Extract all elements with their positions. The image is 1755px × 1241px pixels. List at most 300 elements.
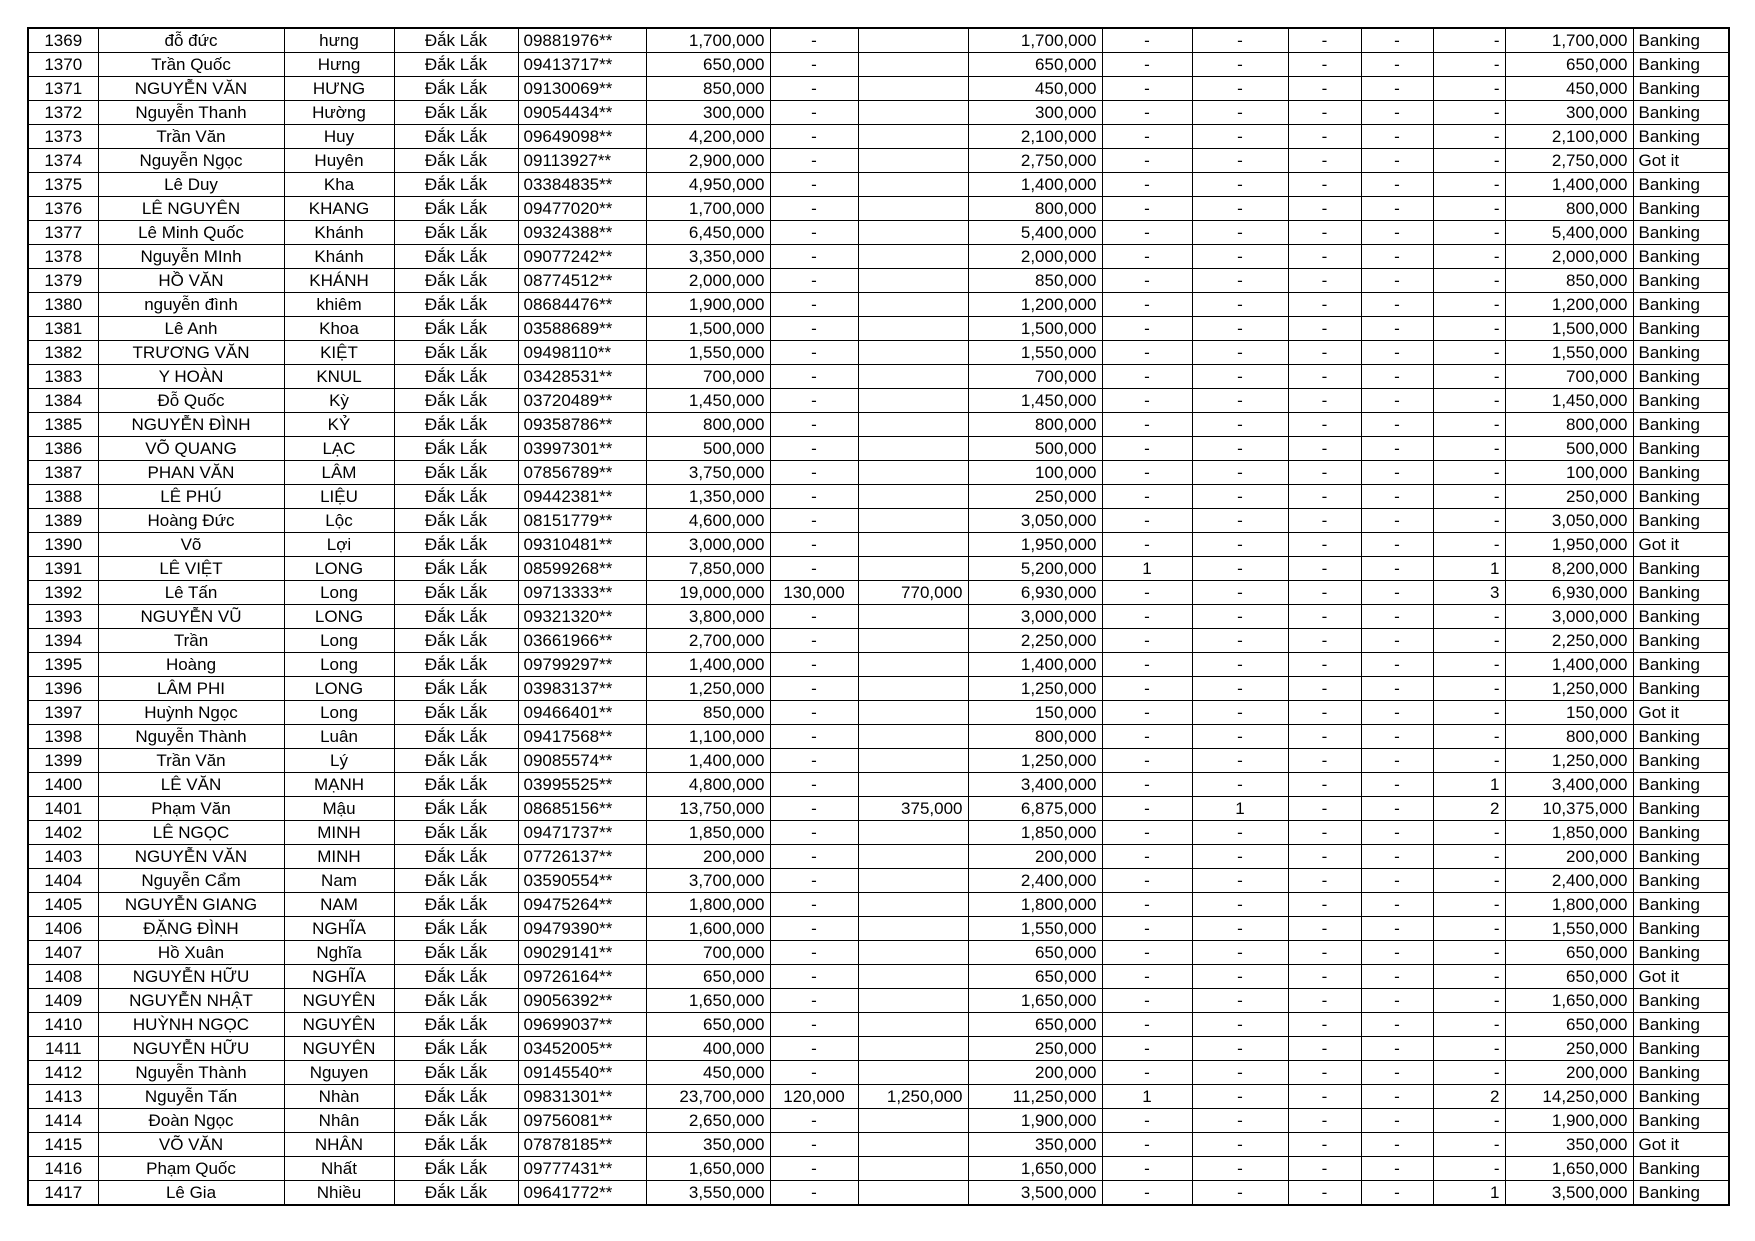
cell-first-name: NGUYÊN [284, 989, 394, 1013]
cell-phone: 08684476** [518, 293, 646, 317]
cell-col-b: - [1192, 413, 1288, 437]
cell-col-a: - [1102, 197, 1192, 221]
cell-row-number: 1383 [28, 365, 98, 389]
cell-col-d: - [1361, 197, 1433, 221]
cell-amount: 1,650,000 [646, 1157, 770, 1181]
cell-phone: 08774512** [518, 269, 646, 293]
table-row [28, 1085, 1729, 1109]
cell-col-b: - [1192, 269, 1288, 293]
cell-phone: 03661966** [518, 629, 646, 653]
cell-last-name: Phạm Văn [98, 797, 284, 821]
cell-col-a: - [1102, 533, 1192, 557]
cell-col-c: - [1288, 701, 1361, 725]
cell-row-number: 1386 [28, 437, 98, 461]
cell-last-name: LÊ VĂN [98, 773, 284, 797]
cell-last-name: Nguyễn Thanh [98, 101, 284, 125]
cell-col-b: - [1192, 653, 1288, 677]
cell-count: - [1433, 173, 1505, 197]
cell-col-a: - [1102, 173, 1192, 197]
cell-province: Đắk Lắk [394, 197, 518, 221]
cell-amount: 1,100,000 [646, 725, 770, 749]
cell-province: Đắk Lắk [394, 509, 518, 533]
cell-amount: 1,350,000 [646, 485, 770, 509]
cell-deduction [858, 965, 968, 989]
cell-col-d: - [1361, 965, 1433, 989]
cell-total: 700,000 [1505, 365, 1633, 389]
cell-first-name: Long [284, 701, 394, 725]
cell-province: Đắk Lắk [394, 773, 518, 797]
cell-row-number: 1403 [28, 845, 98, 869]
cell-col-d: - [1361, 1133, 1433, 1157]
table-row [28, 293, 1729, 317]
cell-first-name: Nguyen [284, 1061, 394, 1085]
cell-province: Đắk Lắk [394, 77, 518, 101]
cell-deduction [858, 917, 968, 941]
cell-total: 1,550,000 [1505, 917, 1633, 941]
cell-row-number: 1384 [28, 389, 98, 413]
table-row [28, 893, 1729, 917]
cell-paid-amount: 1,450,000 [968, 389, 1102, 413]
cell-fee: - [770, 797, 858, 821]
cell-col-d: - [1361, 893, 1433, 917]
cell-payment-method: Banking [1633, 365, 1729, 389]
cell-fee: - [770, 221, 858, 245]
cell-total: 1,250,000 [1505, 677, 1633, 701]
cell-total: 1,850,000 [1505, 821, 1633, 845]
cell-row-number: 1370 [28, 53, 98, 77]
cell-amount: 1,400,000 [646, 653, 770, 677]
cell-fee: - [770, 965, 858, 989]
cell-deduction [858, 1133, 968, 1157]
cell-last-name: Trần Văn [98, 125, 284, 149]
cell-amount: 3,000,000 [646, 533, 770, 557]
cell-payment-method: Banking [1633, 869, 1729, 893]
cell-paid-amount: 6,930,000 [968, 581, 1102, 605]
cell-count: - [1433, 77, 1505, 101]
cell-count: - [1433, 341, 1505, 365]
cell-phone: 03452005** [518, 1037, 646, 1061]
cell-first-name: LẠC [284, 437, 394, 461]
cell-col-b: - [1192, 581, 1288, 605]
cell-col-c: - [1288, 173, 1361, 197]
cell-fee: - [770, 197, 858, 221]
cell-col-c: - [1288, 485, 1361, 509]
cell-total: 1,800,000 [1505, 893, 1633, 917]
cell-col-b: - [1192, 1109, 1288, 1133]
cell-col-b: - [1192, 173, 1288, 197]
cell-fee: - [770, 461, 858, 485]
cell-paid-amount: 1,550,000 [968, 341, 1102, 365]
cell-col-d: - [1361, 797, 1433, 821]
cell-payment-method: Banking [1633, 341, 1729, 365]
cell-total: 100,000 [1505, 461, 1633, 485]
cell-col-b: - [1192, 749, 1288, 773]
cell-amount: 7,850,000 [646, 557, 770, 581]
cell-count: - [1433, 941, 1505, 965]
cell-amount: 1,900,000 [646, 293, 770, 317]
table-row [28, 77, 1729, 101]
cell-col-b: - [1192, 53, 1288, 77]
cell-last-name: Lê Minh Quốc [98, 221, 284, 245]
cell-payment-method: Banking [1633, 1109, 1729, 1133]
cell-col-a: - [1102, 893, 1192, 917]
cell-col-c: - [1288, 28, 1361, 53]
cell-col-d: - [1361, 413, 1433, 437]
cell-fee: - [770, 893, 858, 917]
cell-col-a: - [1102, 413, 1192, 437]
cell-paid-amount: 3,500,000 [968, 1181, 1102, 1206]
cell-amount: 500,000 [646, 437, 770, 461]
cell-first-name: Hường [284, 101, 394, 125]
table-row [28, 1013, 1729, 1037]
cell-amount: 3,350,000 [646, 245, 770, 269]
cell-first-name: NGHĨA [284, 965, 394, 989]
cell-last-name: PHAN VĂN [98, 461, 284, 485]
cell-count: - [1433, 509, 1505, 533]
table-row [28, 1133, 1729, 1157]
cell-col-c: - [1288, 341, 1361, 365]
cell-phone: 09321320** [518, 605, 646, 629]
cell-deduction: 375,000 [858, 797, 968, 821]
cell-col-d: - [1361, 725, 1433, 749]
cell-amount: 650,000 [646, 53, 770, 77]
cell-total: 1,450,000 [1505, 389, 1633, 413]
cell-col-b: - [1192, 245, 1288, 269]
cell-payment-method: Banking [1633, 1181, 1729, 1206]
cell-deduction [858, 1157, 968, 1181]
table-row [28, 173, 1729, 197]
cell-phone: 09442381** [518, 485, 646, 509]
cell-paid-amount: 200,000 [968, 845, 1102, 869]
cell-last-name: Võ [98, 533, 284, 557]
cell-last-name: Trần Quốc [98, 53, 284, 77]
cell-province: Đắk Lắk [394, 293, 518, 317]
cell-col-c: - [1288, 317, 1361, 341]
cell-col-b: - [1192, 317, 1288, 341]
cell-col-b: - [1192, 1085, 1288, 1109]
cell-payment-method: Banking [1633, 845, 1729, 869]
cell-paid-amount: 3,400,000 [968, 773, 1102, 797]
cell-row-number: 1387 [28, 461, 98, 485]
cell-first-name: MINH [284, 845, 394, 869]
table-row [28, 1037, 1729, 1061]
cell-amount: 4,950,000 [646, 173, 770, 197]
table-row [28, 989, 1729, 1013]
cell-total: 250,000 [1505, 1037, 1633, 1061]
cell-deduction [858, 389, 968, 413]
cell-col-b: - [1192, 461, 1288, 485]
cell-fee: - [770, 1157, 858, 1181]
cell-payment-method: Banking [1633, 509, 1729, 533]
cell-amount: 19,000,000 [646, 581, 770, 605]
cell-row-number: 1374 [28, 149, 98, 173]
cell-total: 350,000 [1505, 1133, 1633, 1157]
cell-col-d: - [1361, 1013, 1433, 1037]
cell-fee: - [770, 77, 858, 101]
cell-total: 300,000 [1505, 101, 1633, 125]
cell-last-name: NGUYỄN HỮU [98, 965, 284, 989]
cell-count: - [1433, 485, 1505, 509]
cell-col-a: - [1102, 77, 1192, 101]
cell-last-name: Trần Văn [98, 749, 284, 773]
cell-col-c: - [1288, 1157, 1361, 1181]
cell-total: 3,050,000 [1505, 509, 1633, 533]
cell-col-a: - [1102, 437, 1192, 461]
cell-col-d: - [1361, 293, 1433, 317]
cell-col-c: - [1288, 533, 1361, 557]
cell-count: - [1433, 221, 1505, 245]
cell-province: Đắk Lắk [394, 677, 518, 701]
cell-amount: 3,550,000 [646, 1181, 770, 1206]
cell-last-name: LÊ NGỌC [98, 821, 284, 845]
table-row [28, 221, 1729, 245]
cell-col-d: - [1361, 989, 1433, 1013]
cell-first-name: KHANG [284, 197, 394, 221]
cell-deduction [858, 1037, 968, 1061]
cell-col-a: - [1102, 1157, 1192, 1181]
table-row [28, 149, 1729, 173]
cell-fee: - [770, 653, 858, 677]
cell-row-number: 1392 [28, 581, 98, 605]
cell-phone: 08685156** [518, 797, 646, 821]
cell-deduction [858, 197, 968, 221]
cell-row-number: 1385 [28, 413, 98, 437]
cell-total: 1,500,000 [1505, 317, 1633, 341]
cell-total: 2,750,000 [1505, 149, 1633, 173]
cell-deduction [858, 101, 968, 125]
cell-province: Đắk Lắk [394, 893, 518, 917]
cell-deduction [858, 653, 968, 677]
cell-last-name: Nguyễn Cẩm [98, 869, 284, 893]
table-row [28, 341, 1729, 365]
cell-amount: 1,400,000 [646, 749, 770, 773]
cell-last-name: LÊ VIỆT [98, 557, 284, 581]
cell-first-name: LÂM [284, 461, 394, 485]
cell-phone: 03590554** [518, 869, 646, 893]
cell-col-b: - [1192, 28, 1288, 53]
cell-phone: 09726164** [518, 965, 646, 989]
cell-col-a: - [1102, 725, 1192, 749]
cell-col-a: - [1102, 341, 1192, 365]
cell-amount: 650,000 [646, 965, 770, 989]
cell-row-number: 1382 [28, 341, 98, 365]
cell-row-number: 1414 [28, 1109, 98, 1133]
cell-fee: - [770, 989, 858, 1013]
cell-payment-method: Banking [1633, 557, 1729, 581]
cell-col-a: - [1102, 773, 1192, 797]
cell-paid-amount: 350,000 [968, 1133, 1102, 1157]
cell-col-c: - [1288, 101, 1361, 125]
cell-col-a: - [1102, 1181, 1192, 1206]
cell-payment-method: Banking [1633, 389, 1729, 413]
cell-phone: 03995525** [518, 773, 646, 797]
cell-fee: - [770, 1013, 858, 1037]
cell-phone: 09649098** [518, 125, 646, 149]
cell-fee: - [770, 437, 858, 461]
cell-phone: 07856789** [518, 461, 646, 485]
cell-amount: 700,000 [646, 941, 770, 965]
cell-deduction [858, 293, 968, 317]
cell-phone: 09466401** [518, 701, 646, 725]
cell-deduction [858, 869, 968, 893]
cell-province: Đắk Lắk [394, 989, 518, 1013]
cell-col-c: - [1288, 1061, 1361, 1085]
cell-last-name: TRƯƠNG VĂN [98, 341, 284, 365]
cell-fee: - [770, 389, 858, 413]
cell-paid-amount: 1,700,000 [968, 28, 1102, 53]
cell-first-name: KIỆT [284, 341, 394, 365]
cell-col-b: - [1192, 869, 1288, 893]
cell-payment-method: Banking [1633, 413, 1729, 437]
cell-row-number: 1408 [28, 965, 98, 989]
cell-row-number: 1413 [28, 1085, 98, 1109]
cell-col-a: - [1102, 245, 1192, 269]
cell-fee: - [770, 341, 858, 365]
cell-payment-method: Banking [1633, 1037, 1729, 1061]
cell-col-d: - [1361, 1109, 1433, 1133]
cell-paid-amount: 650,000 [968, 965, 1102, 989]
cell-deduction [858, 677, 968, 701]
cell-total: 1,700,000 [1505, 28, 1633, 53]
cell-col-a: - [1102, 53, 1192, 77]
table-row [28, 629, 1729, 653]
cell-amount: 2,700,000 [646, 629, 770, 653]
cell-fee: 130,000 [770, 581, 858, 605]
cell-deduction [858, 437, 968, 461]
cell-col-b: - [1192, 341, 1288, 365]
cell-amount: 350,000 [646, 1133, 770, 1157]
cell-deduction [858, 773, 968, 797]
cell-last-name: NGUYỄN ĐÌNH [98, 413, 284, 437]
cell-last-name: Lê Duy [98, 173, 284, 197]
table-row [28, 557, 1729, 581]
cell-col-c: - [1288, 989, 1361, 1013]
cell-deduction: 770,000 [858, 581, 968, 605]
cell-fee: - [770, 293, 858, 317]
cell-col-b: - [1192, 389, 1288, 413]
cell-first-name: KHÁNH [284, 269, 394, 293]
cell-count: - [1433, 629, 1505, 653]
cell-payment-method: Banking [1633, 221, 1729, 245]
cell-payment-method: Banking [1633, 245, 1729, 269]
cell-phone: 03720489** [518, 389, 646, 413]
cell-province: Đắk Lắk [394, 341, 518, 365]
cell-col-c: - [1288, 557, 1361, 581]
cell-deduction [858, 845, 968, 869]
table-row [28, 53, 1729, 77]
cell-row-number: 1399 [28, 749, 98, 773]
cell-first-name: NGUYÊN [284, 1013, 394, 1037]
cell-col-b: - [1192, 557, 1288, 581]
cell-last-name: NGUYỄN VĂN [98, 845, 284, 869]
cell-count: 1 [1433, 773, 1505, 797]
cell-last-name: Huỳnh Ngọc [98, 701, 284, 725]
cell-col-a: 1 [1102, 557, 1192, 581]
cell-col-c: - [1288, 941, 1361, 965]
cell-col-c: - [1288, 581, 1361, 605]
cell-count: - [1433, 701, 1505, 725]
cell-last-name: Đoàn Ngọc [98, 1109, 284, 1133]
cell-paid-amount: 3,000,000 [968, 605, 1102, 629]
cell-deduction [858, 28, 968, 53]
cell-amount: 1,450,000 [646, 389, 770, 413]
cell-phone: 09417568** [518, 725, 646, 749]
cell-row-number: 1416 [28, 1157, 98, 1181]
cell-payment-method: Banking [1633, 941, 1729, 965]
cell-row-number: 1372 [28, 101, 98, 125]
cell-paid-amount: 5,200,000 [968, 557, 1102, 581]
cell-deduction [858, 485, 968, 509]
cell-first-name: NAM [284, 893, 394, 917]
table-row [28, 269, 1729, 293]
cell-deduction [858, 245, 968, 269]
cell-deduction [858, 509, 968, 533]
cell-col-a: - [1102, 629, 1192, 653]
cell-col-d: - [1361, 917, 1433, 941]
cell-col-a: - [1102, 605, 1192, 629]
cell-total: 1,650,000 [1505, 989, 1633, 1013]
cell-count: - [1433, 437, 1505, 461]
cell-province: Đắk Lắk [394, 1013, 518, 1037]
cell-col-c: - [1288, 509, 1361, 533]
cell-last-name: Phạm Quốc [98, 1157, 284, 1181]
cell-col-a: - [1102, 461, 1192, 485]
cell-deduction [858, 1061, 968, 1085]
cell-payment-method: Banking [1633, 653, 1729, 677]
cell-col-c: - [1288, 677, 1361, 701]
cell-first-name: Khánh [284, 221, 394, 245]
cell-province: Đắk Lắk [394, 173, 518, 197]
cell-col-c: - [1288, 1109, 1361, 1133]
cell-payment-method: Banking [1633, 797, 1729, 821]
cell-fee: - [770, 1133, 858, 1157]
cell-total: 1,950,000 [1505, 533, 1633, 557]
cell-first-name: NGHĨA [284, 917, 394, 941]
cell-payment-method: Banking [1633, 437, 1729, 461]
cell-paid-amount: 100,000 [968, 461, 1102, 485]
cell-col-b: - [1192, 1037, 1288, 1061]
cell-col-a: - [1102, 917, 1192, 941]
cell-payment-method: Banking [1633, 293, 1729, 317]
cell-col-d: - [1361, 28, 1433, 53]
cell-col-c: - [1288, 293, 1361, 317]
cell-last-name: Y HOÀN [98, 365, 284, 389]
cell-province: Đắk Lắk [394, 1109, 518, 1133]
cell-amount: 800,000 [646, 413, 770, 437]
cell-paid-amount: 650,000 [968, 941, 1102, 965]
cell-paid-amount: 250,000 [968, 485, 1102, 509]
cell-last-name: Nguyễn Tấn [98, 1085, 284, 1109]
cell-count: - [1433, 1037, 1505, 1061]
cell-count: - [1433, 28, 1505, 53]
cell-payment-method: Banking [1633, 893, 1729, 917]
cell-col-d: - [1361, 245, 1433, 269]
cell-count: 2 [1433, 1085, 1505, 1109]
cell-col-c: - [1288, 893, 1361, 917]
cell-col-c: - [1288, 845, 1361, 869]
cell-col-a: - [1102, 293, 1192, 317]
cell-phone: 03983137** [518, 677, 646, 701]
cell-col-d: - [1361, 269, 1433, 293]
cell-payment-method: Banking [1633, 485, 1729, 509]
cell-fee: - [770, 365, 858, 389]
cell-row-number: 1390 [28, 533, 98, 557]
cell-row-number: 1411 [28, 1037, 98, 1061]
cell-paid-amount: 1,550,000 [968, 917, 1102, 941]
cell-phone: 09479390** [518, 917, 646, 941]
table-row [28, 845, 1729, 869]
cell-count: - [1433, 677, 1505, 701]
